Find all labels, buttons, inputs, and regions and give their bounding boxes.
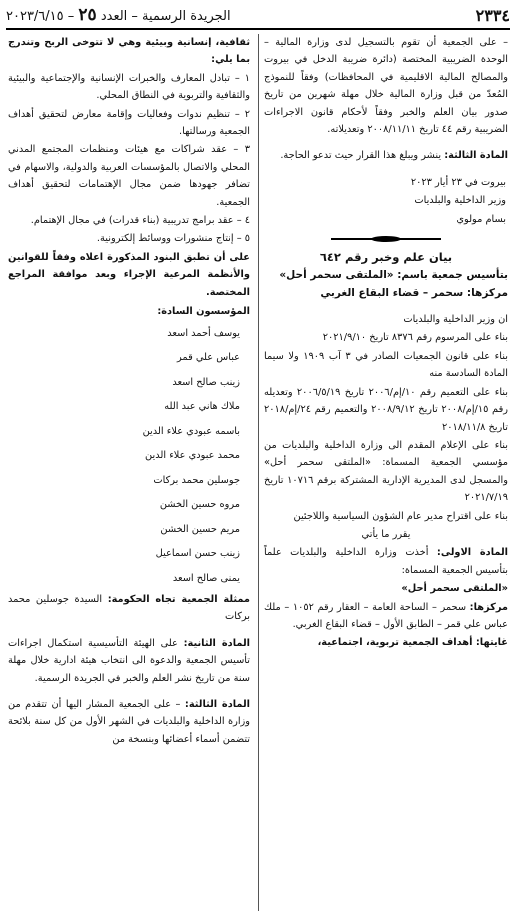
- founder-item: جوسلين محمد بركات: [153, 474, 240, 486]
- article-label: المادة الاولى:: [436, 547, 508, 559]
- right-column: [264, 34, 508, 653]
- goal-1: ١ – تبادل المعارف والخبرات الإنسانية والإجتماعية والبيئية والثقافية والتربوية في النطاق المحلي.: [8, 72, 250, 102]
- goal-3: ٣ – عقد شراكات مع هيئات ومنظمات المجتمع المدني المحلي والاتصال بالمؤسسات العربية والدولية، والاسهام في تضافر جهودها ضمن مجال الإهتمامات لتحقيق أهداف الجمعية.: [8, 144, 250, 208]
- page-header: [6, 4, 510, 26]
- founders-title: المؤسسون السادة:: [157, 306, 250, 318]
- association-name: «الملتقى سحمر أحل»: [401, 583, 508, 595]
- founder-item: عباس علي قمر: [177, 352, 240, 363]
- founder-item: يمنى صالح اسعد: [172, 572, 240, 584]
- section-divider: [331, 236, 441, 242]
- tax-registration-paragraph: – على الجمعية أن تقوم بالتسجيل لدى وزارة المالية – الوحدة الضريبية المختصة (دائرة ضريبة الدخل في بيروت والمصالح المالية الاقليمية في المحافظات) وفقاً للنموذج المُعدّ من قبل وزارة المالية خلال مهلة شهرين من تاريخ صدور بيان العلم والخبر وفقاً لأحكام قانون الاجراءات الضريبية رقم ٤٤ تاريخ ٢٠٠٨/١١/١١ وتعديلاته.: [264, 37, 508, 136]
- header-rule: [6, 28, 510, 30]
- basis-4: بناء على الإعلام المقدم الى وزارة الداخلية والبلديات من مؤسسي الجمعية المسماة: «الملتقى سحمر أحل» والمسجل لدى المديرية الإدارية المشتركة برقم ١٠٧١٦ تاريخ ٢٠٢١/٧/١٩: [264, 439, 508, 504]
- left-column: [8, 34, 250, 749]
- goals-continuation: ثقافية، إنسانية وبيئية وهي لا تتوخى الربح وتندرج بما يلي:: [8, 37, 250, 66]
- minister-name: بسام مولوي: [456, 213, 506, 225]
- founder-item: زينب حسن اسماعيل: [155, 548, 240, 559]
- founder-item: زينب صالح اسعد: [172, 376, 240, 388]
- place-date: بيروت في ٢٣ أيار ٢٠٢٣: [410, 176, 506, 188]
- founder-item: محمد عبودي علاء الدين: [145, 450, 240, 461]
- goal-2: ٢ – تنظيم ندوات وفعاليات وإقامة معارض لتحقيق أهداف الجمعية ورسالتها.: [8, 108, 250, 138]
- article-three-paragraph: [264, 147, 508, 164]
- founder-item: ملاك هاني عبد الله: [164, 401, 240, 412]
- article-two-paragraph: [8, 635, 250, 687]
- representative-label: ممثلة الجمعية تجاه الحكومة:: [107, 594, 250, 605]
- condition-paragraph: على أن تطبق البنود المذكورة اعلاه وفقاً للقوانين والأنظمة المرعية الإجراء وبعد موافقة المراجع المختصة.: [8, 251, 250, 298]
- article-label: المادة الثالثة:: [184, 699, 251, 711]
- minister-title: وزير الداخلية والبلديات: [414, 195, 506, 207]
- headquarters-paragraph: [264, 599, 508, 634]
- basis-1: بناء على المرسوم رقم ٨٣٧٦ تاريخ ٢٠٢١/٩/١٠: [322, 332, 508, 344]
- hq-label: مركزها:: [469, 601, 508, 613]
- founder-item: مريم حسين الخشن: [160, 523, 240, 535]
- goal-4: ٤ – عقد برامج تدريبية (بناء قدرات) في مجال الإهتمام.: [30, 215, 250, 227]
- notice-subtitle: بتأسيس جمعية باسم: «الملتقى سحمر أحل»: [279, 269, 508, 282]
- article-text: – على الجمعية المشار اليها أن تتقدم من وزارة الداخلية والبلديات في الشهر الأول من كل سنة بلائحة تتضمن أسماء أعضائها وبنسخة من: [8, 699, 250, 745]
- goals-label: غايتها:: [475, 637, 508, 649]
- basis-3: بناء على التعميم رقم ١٠/إم/٢٠٠٦ تاريخ ٢٠٠٦/٥/١٩ وتعديله رقم ١٥/إم/٢٠٠٨ تاريخ ٢٠٠٨/٩/١٢ والتعميم رقم ٢٤/إم/٢٠١٨ تاريخ ٢٠١٨/١١/٨: [264, 386, 508, 433]
- founder-item: يوسف أحمد اسعد: [167, 327, 240, 339]
- founder-item: مروه حسين الخشن: [159, 499, 240, 510]
- issue-number: ٢٥: [78, 5, 97, 25]
- basis-2: بناء على قانون الجمعيات الصادر في ٣ آب ١٩٠٩ ولا سيما المادة السادسة منه: [264, 350, 508, 380]
- journal-name: الجريدة الرسمية – العدد: [100, 9, 231, 24]
- article-label: المادة الثانية:: [183, 637, 250, 649]
- founders-list: [8, 322, 250, 591]
- notice-location: مركزها: سحمر – قضاء البقاع الغربي: [320, 287, 508, 300]
- page-number: ٢٣٣٤: [475, 5, 510, 25]
- goal-5: ٥ – إنتاج منشورات ووسائط إلكترونية.: [96, 233, 250, 245]
- issue-date: – ٢٠٢٣/٦/١٥: [6, 9, 75, 24]
- representative-name: السيدة جوسلين محمد بركات: [8, 594, 250, 623]
- representative-paragraph: [8, 591, 250, 626]
- article-text: ينشر ويبلغ هذا القرار حيث تدعو الحاجة.: [280, 150, 442, 162]
- article-three-left-paragraph: [8, 696, 250, 748]
- goals-paragraph: [264, 634, 508, 651]
- decides-line: يقرر ما يأتي: [361, 528, 411, 540]
- hq-text: سحمر – الساحة العامة – العقار رقم ١٠٥٢ – ملك عباس علي قمر – الطابق الأول – قضاء البقاع الغربي.: [264, 601, 508, 630]
- notice-title: بيان علم وخبر رقم ٦٤٢: [319, 250, 453, 265]
- basis-5: بناء على اقتراح مدير عام الشؤون السياسية واللاجئين: [293, 510, 508, 522]
- article-one-paragraph: [264, 544, 508, 579]
- intro-line: ان وزير الداخلية والبلديات: [403, 314, 508, 326]
- column-divider: [258, 34, 259, 911]
- journal-title: [6, 5, 231, 25]
- article-label: المادة الثالثة:: [444, 150, 508, 162]
- goals-text: أهداف الجمعية تربوية، اجتماعية،: [317, 637, 473, 649]
- article-text: على الهيئة التأسيسية استكمال اجراءات تأسيس الجمعية والدعوة الى انتخاب هيئة ادارية خلال مهلة سنة من تاريخ نشر العلم والخبر في الجريدة الرسمية.: [8, 637, 250, 684]
- article-text: أخذت وزارة الداخلية والبلديات علماً بتأسيس الجمعية المسماة:: [264, 547, 508, 576]
- founder-item: باسمه عبودي علاء الدين: [142, 425, 240, 437]
